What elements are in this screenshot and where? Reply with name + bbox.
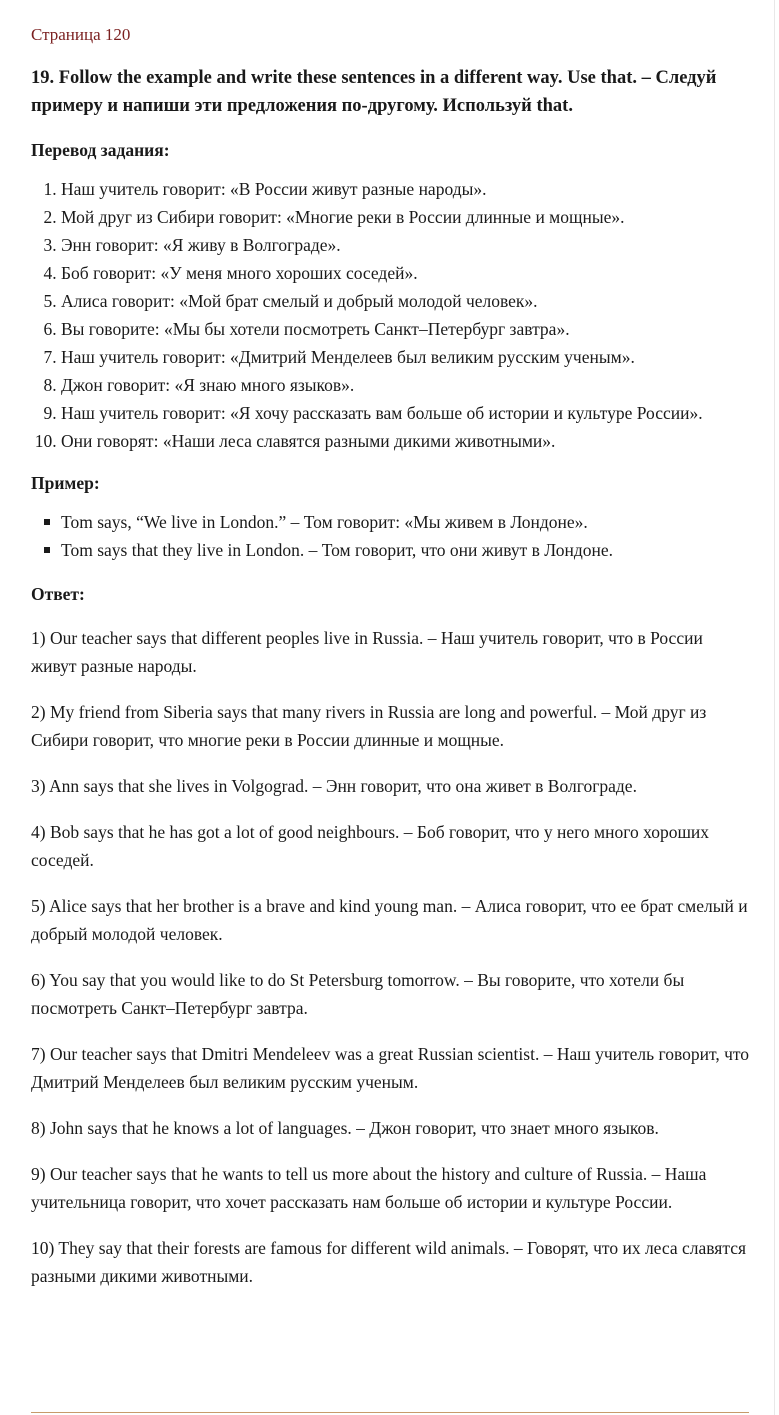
article-content	[31, 20, 751, 1290]
translation-item: 6. Вы говорите: «Мы бы хотели посмотреть Санкт–Петербург завтра».	[61, 315, 751, 343]
translation-list	[31, 175, 751, 455]
answer-paragraph: 4) Bob says that he has got a lot of good neighbours. – Боб говорит, что у него много хороших соседей.	[31, 822, 710, 870]
answer-paragraph: 10) They say that their forests are famous for different wild animals. – Говорят, что их леса славятся разными дикими животными.	[31, 1238, 747, 1286]
example-item	[61, 508, 751, 536]
example-heading: Пример:	[31, 473, 100, 493]
square-bullet-icon	[44, 547, 50, 553]
example-text: Tom says that they live in London. – Том говорит, что они живут в Лондоне.	[61, 540, 614, 560]
answer-paragraph: 7) Our teacher says that Dmitri Mendeleev was a great Russian scientist. – Наш учитель говорит, что Дмитрий Менделеев был великим русским ученым.	[31, 1044, 750, 1092]
answer-paragraph: 9) Our teacher says that he wants to tell us more about the history and culture of Russia. – Наша учительница говорит, что хочет рассказать нам больше об истории и культуре России.	[31, 1164, 707, 1212]
answer-paragraph: 5) Alice says that her brother is a brave and kind young man. – Алиса говорит, что ее брат смелый и добрый молодой человек.	[31, 896, 748, 944]
answer-paragraph: 6) You say that you would like to do St Petersburg tomorrow. – Вы говорите, что хотели бы посмотреть Санкт–Петербург завтра.	[31, 970, 685, 1018]
bottom-divider	[31, 1412, 749, 1413]
answer-heading: Ответ:	[31, 584, 85, 604]
page-number-link[interactable]: Страница 120	[31, 25, 131, 44]
translation-item: 2. Мой друг из Сибири говорит: «Многие реки в России длинные и мощные».	[61, 203, 751, 231]
translation-item: 10. Они говорят: «Наши леса славятся разными дикими животными».	[61, 427, 751, 455]
answer-list	[31, 624, 751, 1290]
answer-paragraph: 3) Ann says that she lives in Volgograd. – Энн говорит, что она живет в Волгограде.	[31, 776, 637, 796]
square-bullet-icon	[44, 519, 50, 525]
translation-item: 5. Алиса говорит: «Мой брат смелый и добрый молодой человек».	[61, 287, 751, 315]
translation-item: 7. Наш учитель говорит: «Дмитрий Менделеев был великим русским ученым».	[61, 343, 751, 371]
example-text: Tom says, “We live in London.” – Том говорит: «Мы живем в Лондоне».	[61, 512, 588, 532]
example-list	[31, 508, 751, 564]
page-edge-border	[774, 0, 775, 1415]
translation-item: 9. Наш учитель говорит: «Я хочу рассказать вам больше об истории и культуре России».	[61, 399, 751, 427]
translation-item: 4. Боб говорит: «У меня много хороших соседей».	[61, 259, 751, 287]
answer-paragraph: 2) My friend from Siberia says that many rivers in Russia are long and powerful. – Мой друг из Сибири говорит, что многие реки в России длинные и мощные.	[31, 702, 707, 750]
translation-heading: Перевод задания:	[31, 140, 170, 160]
answer-paragraph: 1) Our teacher says that different peoples live in Russia. – Наш учитель говорит, что в России живут разные народы.	[31, 628, 703, 676]
example-item	[61, 536, 751, 564]
translation-item: 8. Джон говорит: «Я знаю много языков».	[61, 371, 751, 399]
task-title: 19. Follow the example and write these sentences in a different way. Use that. – Следуй примеру и напиши эти предложения по-другому. Используй that.	[31, 68, 717, 116]
translation-item: 3. Энн говорит: «Я живу в Волгограде».	[61, 231, 751, 259]
translation-item: 1. Наш учитель говорит: «В России живут разные народы».	[61, 175, 751, 203]
answer-paragraph: 8) John says that he knows a lot of languages. – Джон говорит, что знает много языков.	[31, 1118, 659, 1138]
